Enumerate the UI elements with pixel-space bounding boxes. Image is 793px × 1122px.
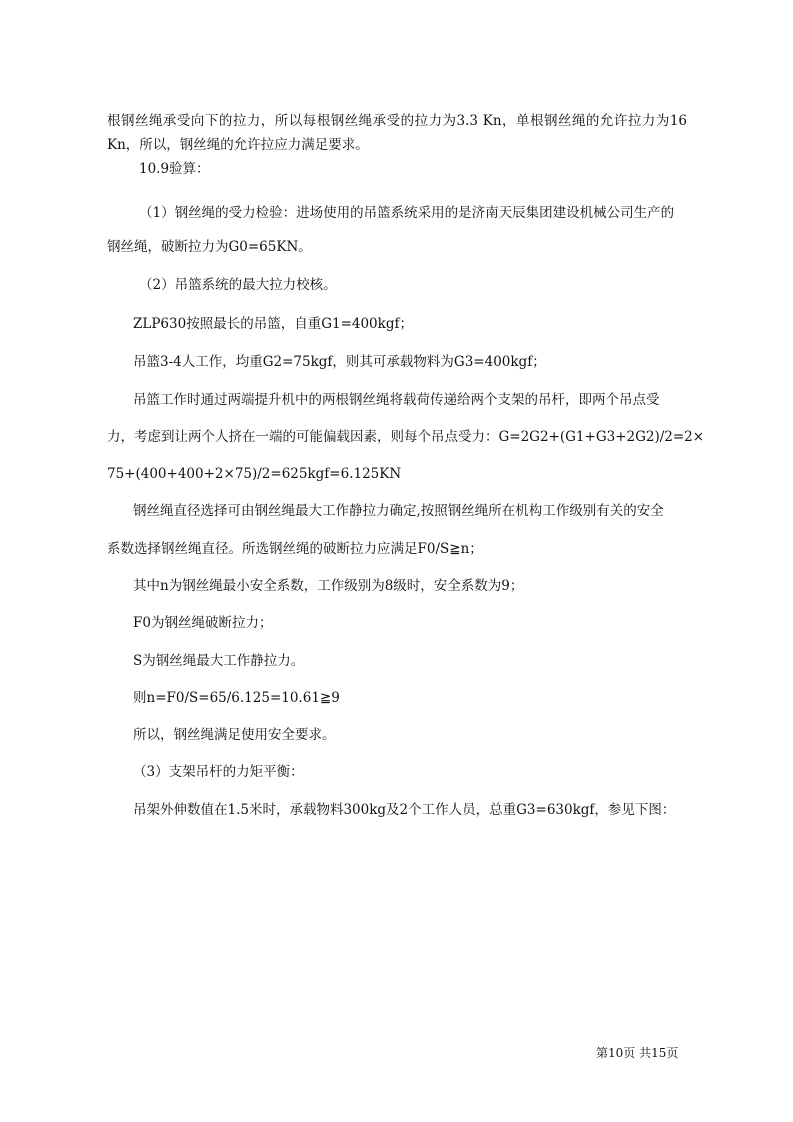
page-number: 第10页 共15页 xyxy=(596,1046,679,1060)
text-line: 其中n为钢丝绳最小安全系数，工作级别为8级时，安全系数为9； xyxy=(133,578,524,594)
text-line: 吊篮3-4人工作，均重G2=75kgf，则其可承载物料为G3=400kgf； xyxy=(133,354,546,370)
text-line: F0为钢丝绳破断拉力； xyxy=(133,615,273,631)
text-line: 力，考虑到让两个人挤在一端的可能偏载因素，则每个吊点受力：G=2G2+(G1+G3+2G2)/2=2× xyxy=(107,429,705,445)
text-line: 钢丝绳直径选择可由钢丝绳最大工作静拉力确定,按照钢丝绳所在机构工作级别有关的安全 xyxy=(133,503,664,519)
text-line: （1）钢丝绳的受力检验：进场使用的吊篮系统采用的是济南天辰集团建设机械公司生产的 xyxy=(139,205,675,221)
text-line: 吊篮工作时通过两端提升机中的两根钢丝绳将载荷传递给两个支架的吊杆，即两个吊点受 xyxy=(133,392,660,408)
text-line: S为钢丝绳最大工作静拉力。 xyxy=(133,653,305,669)
text-line: 则n=F0/S=65/6.125=10.61≧9 xyxy=(133,690,340,706)
text-line: 吊架外伸数值在1.5米时，承载物料300kg及2个工作人员，总重G3=630kgf，参见下图： xyxy=(133,802,676,818)
text-line: 钢丝绳，破断拉力为G0=65KN。 xyxy=(107,239,312,255)
text-line: （2）吊篮系统的最大拉力校核。 xyxy=(139,277,337,293)
text-line: 根钢丝绳承受向下的拉力，所以每根钢丝绳承受的拉力为3.3 Kn，单根钢丝绳的允许拉力为16 xyxy=(107,113,687,129)
text-line: （3）支架吊杆的力矩平衡： xyxy=(133,764,304,780)
text-line: 75+(400+400+2×75)/2=625kgf=6.125KN xyxy=(107,466,402,482)
text-line: 系数选择钢丝绳直径。所选钢丝绳的破断拉力应满足F0/S≧n； xyxy=(107,541,483,557)
text-line: 所以，钢丝绳满足使用安全要求。 xyxy=(133,727,336,743)
text-line: ZLP630按照最长的吊篮，自重G1=400kgf； xyxy=(133,316,413,332)
text-line: Kn，所以，钢丝绳的允许拉应力满足要求。 xyxy=(107,137,369,153)
section-heading: 10.9验算： xyxy=(139,161,210,177)
